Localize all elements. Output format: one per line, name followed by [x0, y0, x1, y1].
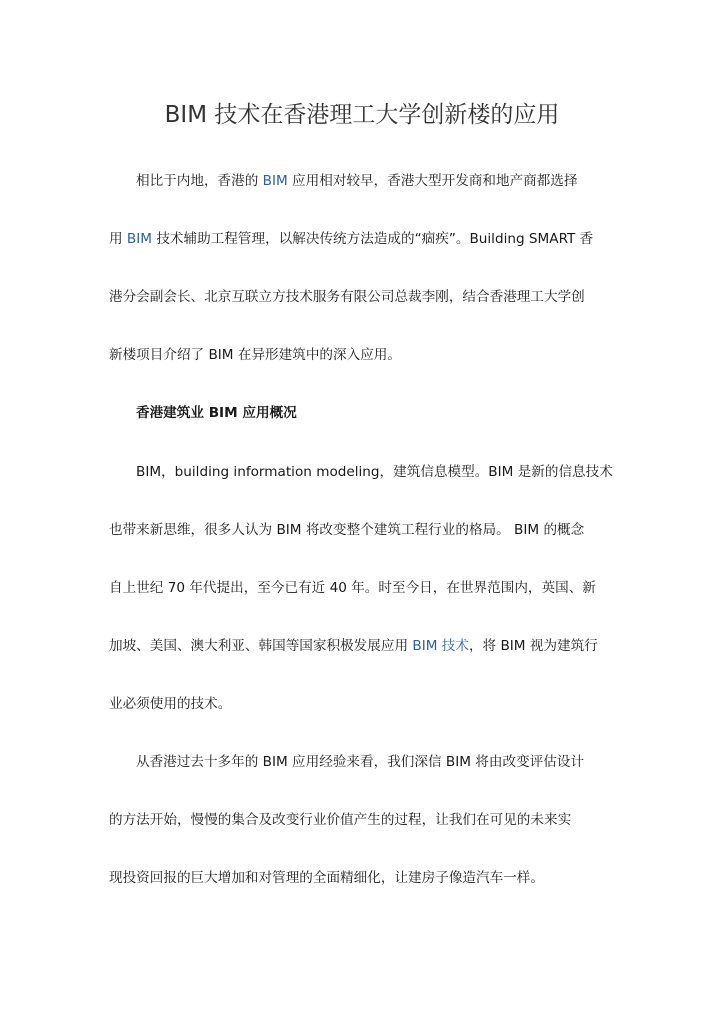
bim-link[interactable]: BIM: [126, 231, 152, 247]
paragraph-3-line-3: 现投资回报的巨大增加和对管理的全面精细化，让建房子像造汽车一样。: [109, 870, 544, 886]
bim-technology-link[interactable]: BIM 技术: [412, 638, 469, 654]
paragraph-2-line-2: 也带来新思维，很多人认为 BIM 将改变整个建筑工程行业的格局。 BIM 的概念: [109, 522, 585, 538]
text-run: 相比于内地，香港的: [136, 173, 263, 189]
paragraph-1-line-1: [136, 170, 656, 192]
paragraph-3-line-2: 的方法开始，慢慢的集合及改变行业价值产生的过程，让我们在可见的未来实: [109, 812, 572, 828]
text-run: 技术辅助工程管理，以解决传统方法造成的“痼疾”。Building SMART 香: [152, 231, 594, 247]
paragraph-2-line-4: [109, 635, 629, 657]
text-run: 加坡、美国、澳大利亚、韩国等国家积极发展应用: [109, 638, 413, 654]
article-title: BIM 技术在香港理工大学创新楼的应用: [164, 102, 560, 128]
text-run: ，将 BIM 视为建筑行: [468, 638, 598, 654]
paragraph-1-line-2: [109, 228, 629, 250]
bim-link[interactable]: BIM: [262, 173, 288, 189]
section-heading: 香港建筑业 BIM 应用概况: [136, 405, 297, 421]
paragraph-2-line-1: BIM，building information modeling，建筑信息模型。BIM 是新的信息技术: [136, 464, 613, 480]
text-run: 应用相对较早，香港大型开发商和地产商都选择: [287, 173, 578, 189]
text-run: 用: [109, 231, 127, 247]
paragraph-2-line-3: 自上世纪 70 年代提出，至今已有近 40 年。时至今日，在世界范围内，英国、新: [109, 580, 596, 596]
paragraph-2-line-5: 业必须使用的技术。: [109, 696, 232, 712]
paragraph-1-line-3: 港分会副会长、北京互联立方技术服务有限公司总裁李刚，结合香港理工大学创: [109, 289, 585, 305]
paragraph-1-line-4: 新楼项目介绍了 BIM 在异形建筑中的深入应用。: [109, 347, 401, 363]
paragraph-3-line-1: 从香港过去十多年的 BIM 应用经验来看，我们深信 BIM 将由改变评估设计: [136, 754, 585, 770]
